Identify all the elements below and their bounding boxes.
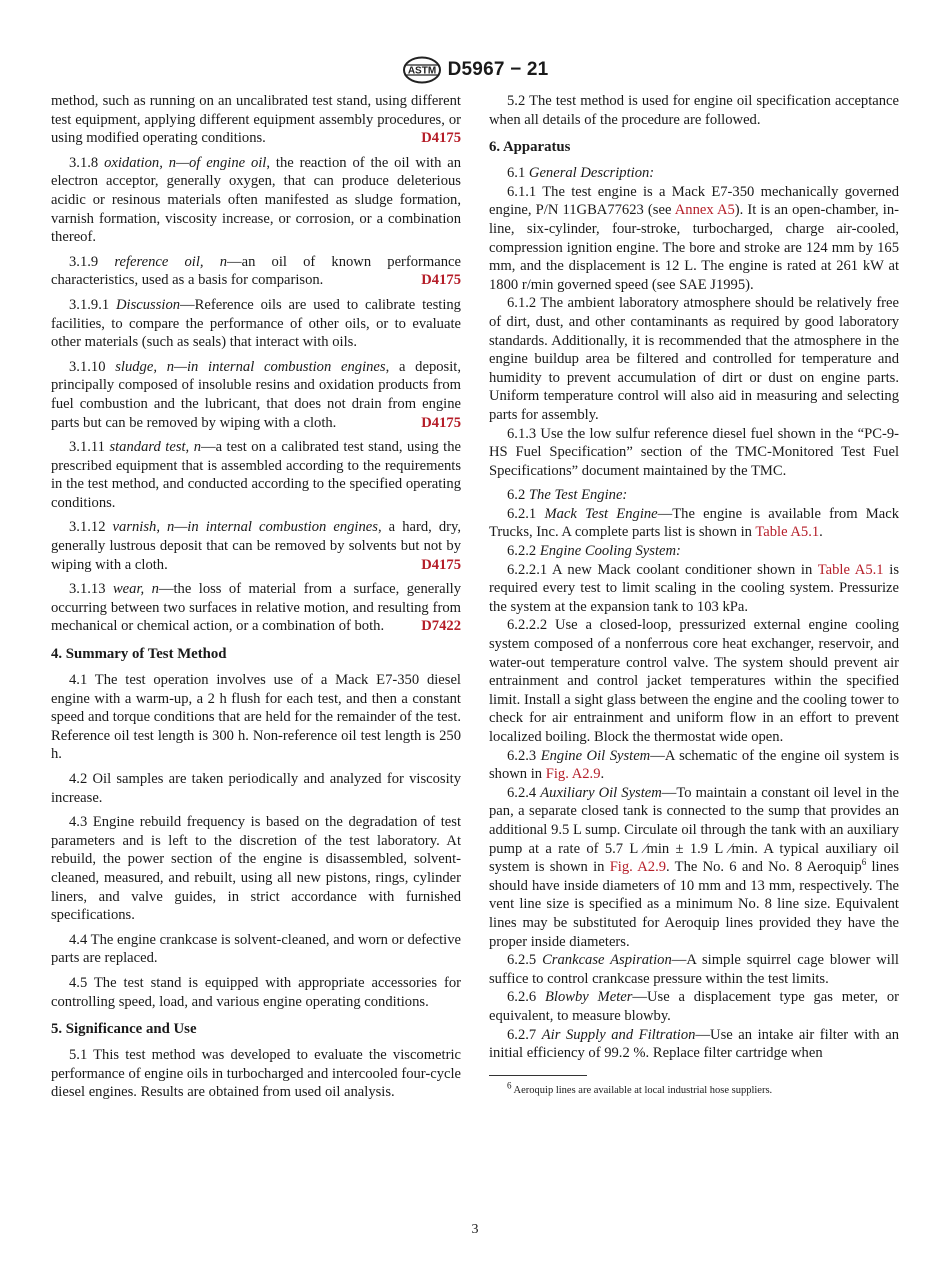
paragraph-4-3: 4.3 Engine rebuild frequency is based on the degradation of test parameters and is left to the discretion of the test laboratory. At rebuild, the power section of the engine is disassembled, solvent-cleaned, measured, and rebuilt, using all new pistons, rings, cylinder liners, and valve guides, in strict accordance with furnished specifications. — [51, 814, 461, 924]
fig-a2-9-link[interactable]: Fig. A2.9 — [545, 766, 601, 783]
definition-3-1-8: 3.1.8 oxidation, n—of engine oil, the reaction of the oil with an electron acceptor, generally oxygen, that can produce deleterious acidic or resinous materials often manifested as sludge formation, varnish formation, viscosity increase, or corrosion, or a combination thereof. — [51, 154, 462, 246]
paragraph-6-2-2-1: 6.2.2.1 A new Mack coolant conditioner shown in Table A5.1 is required every test to limit scaling in the cooling system. Pressurize the system at the expansion tank to 103 kPa. — [489, 561, 900, 615]
reference-code: D4175 — [421, 272, 461, 289]
paragraph-continued: method, such as running on an uncalibrated test stand, using different test equipment, applying different equipment assembly procedures, or using modified operating conditions. D4175 — [51, 93, 461, 147]
paragraph-6-2-5: 6.2.5 Crankcase Aspiration—A simple squirrel cage blower will suffice to control crankcase pressure within the test limits. — [489, 952, 899, 987]
section-heading-5: 5. Significance and Use — [51, 1021, 197, 1038]
paragraph-6-1-3: 6.1.3 Use the low sulfur reference diesel fuel shown in the “PC-9-HS Fuel Specification” section of the TMC-Monitored Test Fuel Specifications” document maintained by the TMC. — [489, 425, 899, 479]
paragraph-6-2-7: 6.2.7 Air Supply and Filtration—Use an intake air filter with an initial efficiency of 99.2 %. Replace filter cartridge when — [489, 1026, 899, 1062]
table-a5-1-link[interactable]: Table A5.1 — [817, 561, 884, 578]
paragraph-6-2-2-2: 6.2.2.2 Use a closed-loop, pressurized external engine cooling system composed of a nonferrous core heat exchanger, reservoir, and water-out temperature control valve. The system should prevent air entrainment and control jacket temperatures within the specified limit. Install a sight glass between the engine and the cooling tower to check for air entrainment and uniform flow in an effort to prevent localized boiling. Block the thermostat wide open. — [489, 617, 899, 745]
astm-logo-icon — [402, 56, 442, 84]
annex-a5-link[interactable]: Annex A5 — [674, 202, 735, 219]
paragraph-6-2-3: 6.2.3 Engine Oil System—A schematic of the engine oil system is shown in Fig. A2.9. — [489, 747, 900, 783]
footnote: 6 Aeroquip lines are available at local industrial hose suppliers. — [507, 1080, 773, 1096]
paragraph-6-2-4: 6.2.4 Auxiliary Oil System—To maintain a constant oil level in the pan, a separate closed tank is connected to the sump that provides an additional 9.5 L sump. Circulate oil through the tank with an auxiliary pump at a rate of 5.7 L ⁄min ± 1.9 L ⁄min. A typical auxiliary oil system is shown in Fig. A2.9. The No. 6 and No. 8 Aeroquip$^6$ lines should have inside diameters of 10 mm and 13 mm, respectively. The vent line size is specified as a minimum No. 8 line size. Equivalent lines may be substituted for Aeroquip lines provided they have the proper inside diameters. — [489, 784, 900, 950]
reference-code: D4175 — [421, 556, 461, 573]
definition-3-1-10: 3.1.10 sludge, n—in internal combustion engines, a deposit, principally composed of insoluble resins and oxidation products from fuel combustion and the lubricant, that does not drain from engine parts but can be removed by wiping with a cloth. D4175 — [51, 358, 461, 431]
paragraph-4-4: 4.4 The engine crankcase is solvent-cleaned, and worn or defective parts are replaced. — [51, 931, 461, 967]
paragraph-4-5: 4.5 The test stand is equipped with appropriate accessories for controlling speed, load, and various engine operating conditions. — [51, 974, 461, 1010]
paragraph-6-2-2: 6.2.2 Engine Cooling System: — [507, 543, 681, 560]
paragraph-6-1-1: 6.1.1 The test engine is a Mack E7-350 mechanically governed engine, P/N 11GBA77623 (see Annex A5). It is an open-chamber, in-line, six-cylinder, four-stroke, turbocharged, charge air-cooled, compression ignition engine. The bore and stroke are 124 mm by 165 mm, and the displacement is 12 L. The engine is rated at 261 kW at 1800 r/min governed speed (see SAE J1995). — [489, 183, 899, 293]
paragraph-6-2-1: 6.2.1 Mack Test Engine—The engine is available from Mack Trucks, Inc. A complete parts list is shown in Table A5.1. — [489, 505, 900, 541]
section-heading-6: 6. Apparatus — [489, 139, 571, 156]
astm-logo-text: ASTM — [407, 65, 436, 77]
reference-code: D4175 — [421, 414, 461, 431]
definition-3-1-9: 3.1.9 reference oil, n—an oil of known performance characteristics, used as a basis for comparison. D4175 — [51, 253, 461, 289]
paragraph-5-1: 5.1 This test method was developed to evaluate the viscometric performance of engine oils in turbocharged and intercooled four-cycle diesel engines. Results are obtained from used oil analysis. — [51, 1047, 461, 1101]
paragraph-4-2: 4.2 Oil samples are taken periodically and analyzed for viscosity increase. — [51, 771, 461, 806]
fig-a2-9-link[interactable]: Fig. A2.9 — [609, 859, 667, 876]
table-a5-1-link[interactable]: Table A5.1 — [755, 524, 820, 541]
definition-3-1-13: 3.1.13 wear, n—the loss of material from a surface, generally occurring between two surfaces in relative motion, and resulting from mechanical or chemical action, or a combination of both. D7422 — [51, 581, 461, 635]
definition-3-1-12: 3.1.12 varnish, n—in internal combustion engines, a hard, dry, generally lustrous deposit that can be removed by solvents but not by wiping with a cloth. D4175 — [51, 519, 461, 573]
left-column — [51, 92, 461, 1108]
document-designation: D5967 − 21 — [447, 59, 549, 80]
reference-code: D4175 — [421, 130, 461, 147]
paragraph-6-2: 6.2 The Test Engine: — [507, 487, 628, 504]
paragraph-4-1: 4.1 The test operation involves use of a Mack E7-350 diesel engine with a warm-up, a 2 h flush for each test, and then a constant speed and torque conditions that are held for the remainder of the test. Reference oil test length is 300 h. Non-reference oil test length is 250 h. — [51, 672, 461, 763]
paragraph-6-1: 6.1 General Description: — [507, 165, 655, 182]
page-number: 3 — [471, 1222, 479, 1237]
paragraph-6-1-2: 6.1.2 The ambient laboratory atmosphere should be relatively free of dirt, dust, and other contaminants as required by good laboratory standards. Additionally, it is recommended that the atmosphere in the engine buildup area be filtered and controlled for temperature and humidity to prevent accumulation of dirt or dust on engine parts. Uniform temperature control will also aid in measuring and selecting parts for assembly. — [489, 295, 899, 423]
discussion-3-1-9-1: 3.1.9.1 Discussion—Reference oils are used to calibrate testing facilities, to compare the performance of other oils, or to evaluate other materials (such as seals) that interact with oils. — [51, 296, 461, 351]
definition-3-1-11: 3.1.11 standard test, n—a test on a calibrated test stand, using the prescribed equipment that is assembled according to the requirements in the test method, and conducted according to the specified operating conditions. — [51, 439, 462, 511]
paragraph-6-2-6: 6.2.6 Blowby Meter—Use a displacement type gas meter, or equivalent, to measure blowby. — [489, 989, 899, 1024]
right-column — [489, 92, 899, 1097]
reference-code: D7422 — [421, 618, 461, 635]
section-heading-4: 4. Summary of Test Method — [51, 646, 227, 663]
footnote-marker: 6 — [861, 857, 867, 868]
page-header — [0, 56, 950, 84]
footnote-divider — [489, 1075, 587, 1076]
paragraph-5-2: 5.2 The test method is used for engine oil specification acceptance when all details of the procedure are followed. — [489, 93, 899, 128]
